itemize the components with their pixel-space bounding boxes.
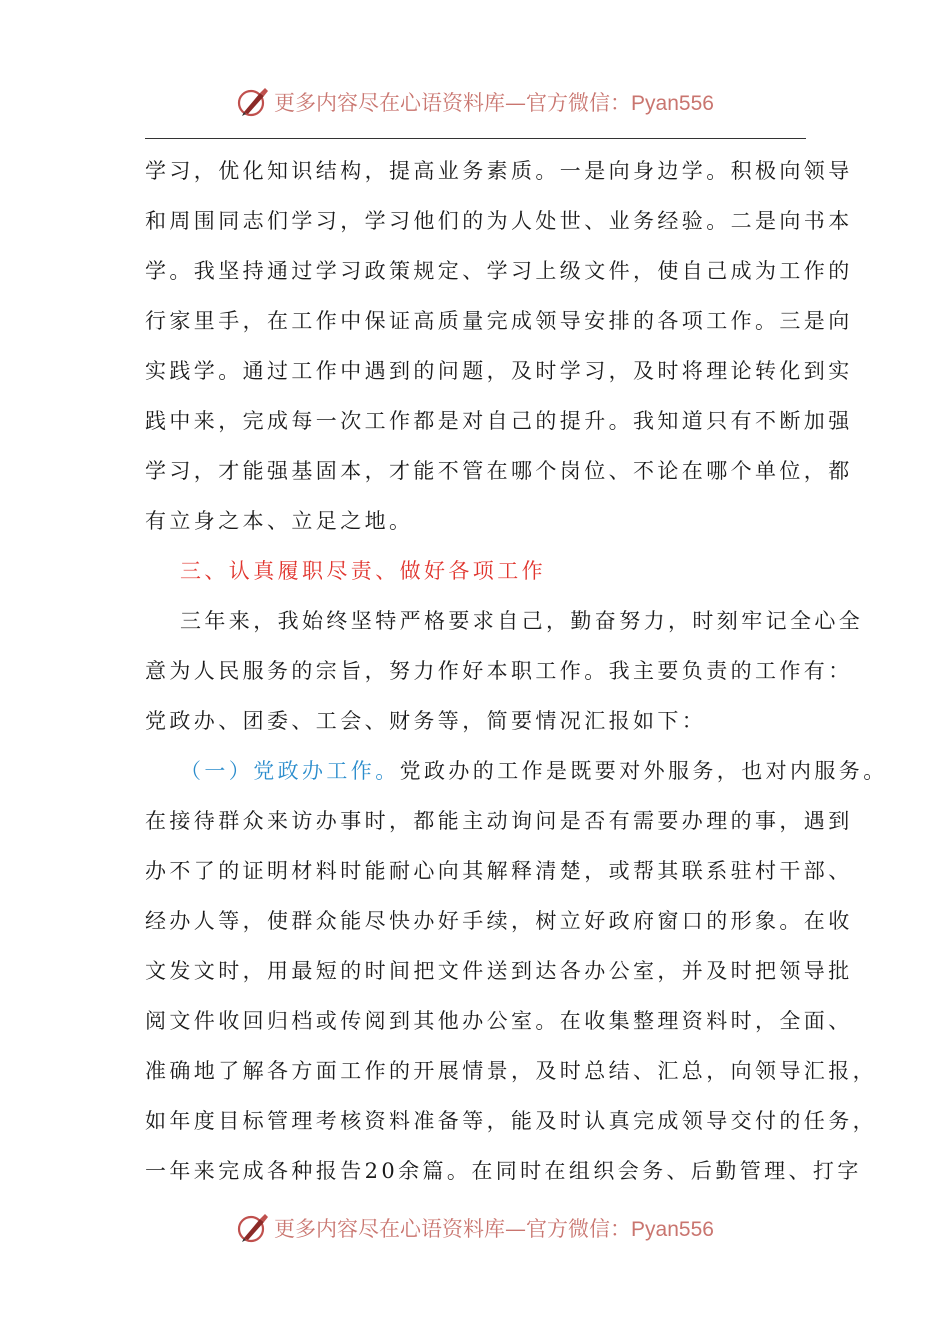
subheading-line [145,746,888,796]
body-line: 党政办、团委、工会、财务等，简要情况汇报如下： [145,709,707,733]
header-banner [0,80,950,124]
subheading: （一）党政办工作。 [180,759,400,783]
footer-banner-text: 更多内容尽在心语资料库—官方微信：Pyan556 [274,1217,714,1241]
body-line: 学习，才能强基固本，才能不管在哪个岗位、不论在哪个单位，都 [145,459,853,483]
subheading-rest: 党政办的工作是既要对外服务，也对内服务。 [399,759,888,783]
body-line: 实践学。通过工作中遇到的问题，及时学习，及时将理论转化到实 [145,359,853,383]
pen-logo-icon [236,1211,270,1245]
header-divider [145,138,806,139]
body-line: 准确地了解各方面工作的开展情景，及时总结、汇总，向领导汇报， [145,1059,877,1083]
body-line: 一年来完成各种报告20余篇。在同时在组织会务、后勤管理、打字 [145,1159,862,1183]
pen-logo-icon [236,85,270,119]
body-line: 意为人民服务的宗旨，努力作好本职工作。我主要负责的工作有： [145,659,853,683]
body-line: 学。我坚持通过学习政策规定、学习上级文件，使自己成为工作的 [145,259,853,283]
footer-banner [0,1206,950,1250]
body-line: 在接待群众来访办事时，都能主动询问是否有需要办理的事，遇到 [145,809,853,833]
section-heading: 三、认真履职尽责、做好各项工作 [180,559,546,583]
footer-wechat-id: Pyan556 [631,1218,714,1241]
header-wechat-id: Pyan556 [631,92,714,115]
body-line: 三年来，我始终坚特严格要求自己，勤奋努力，时刻牢记全心全 [180,609,864,633]
header-banner-text: 更多内容尽在心语资料库—官方微信：Pyan556 [274,91,714,115]
body-line: 和周围同志们学习，学习他们的为人处世、业务经验。二是向书本 [145,209,853,233]
body-line: 文发文时，用最短的时间把文件送到达各办公室，并及时把领导批 [145,959,853,983]
document-body [145,146,888,1196]
body-line: 办不了的证明材料时能耐心向其解释清楚，或帮其联系驻村干部、 [145,859,853,883]
body-line: 经办人等，使群众能尽快办好手续，树立好政府窗口的形象。在收 [145,909,853,933]
body-line: 阅文件收回归档或传阅到其他办公室。在收集整理资料时，全面、 [145,1009,853,1033]
body-line: 践中来，完成每一次工作都是对自己的提升。我知道只有不断加强 [145,409,853,433]
body-line: 行家里手，在工作中保证高质量完成领导安排的各项工作。三是向 [145,309,853,333]
body-line: 学习，优化知识结构，提高业务素质。一是向身边学。积极向领导 [145,159,853,183]
body-line: 如年度目标管理考核资料准备等，能及时认真完成领导交付的任务， [145,1109,877,1133]
body-line: 有立身之本、立足之地。 [145,509,414,533]
